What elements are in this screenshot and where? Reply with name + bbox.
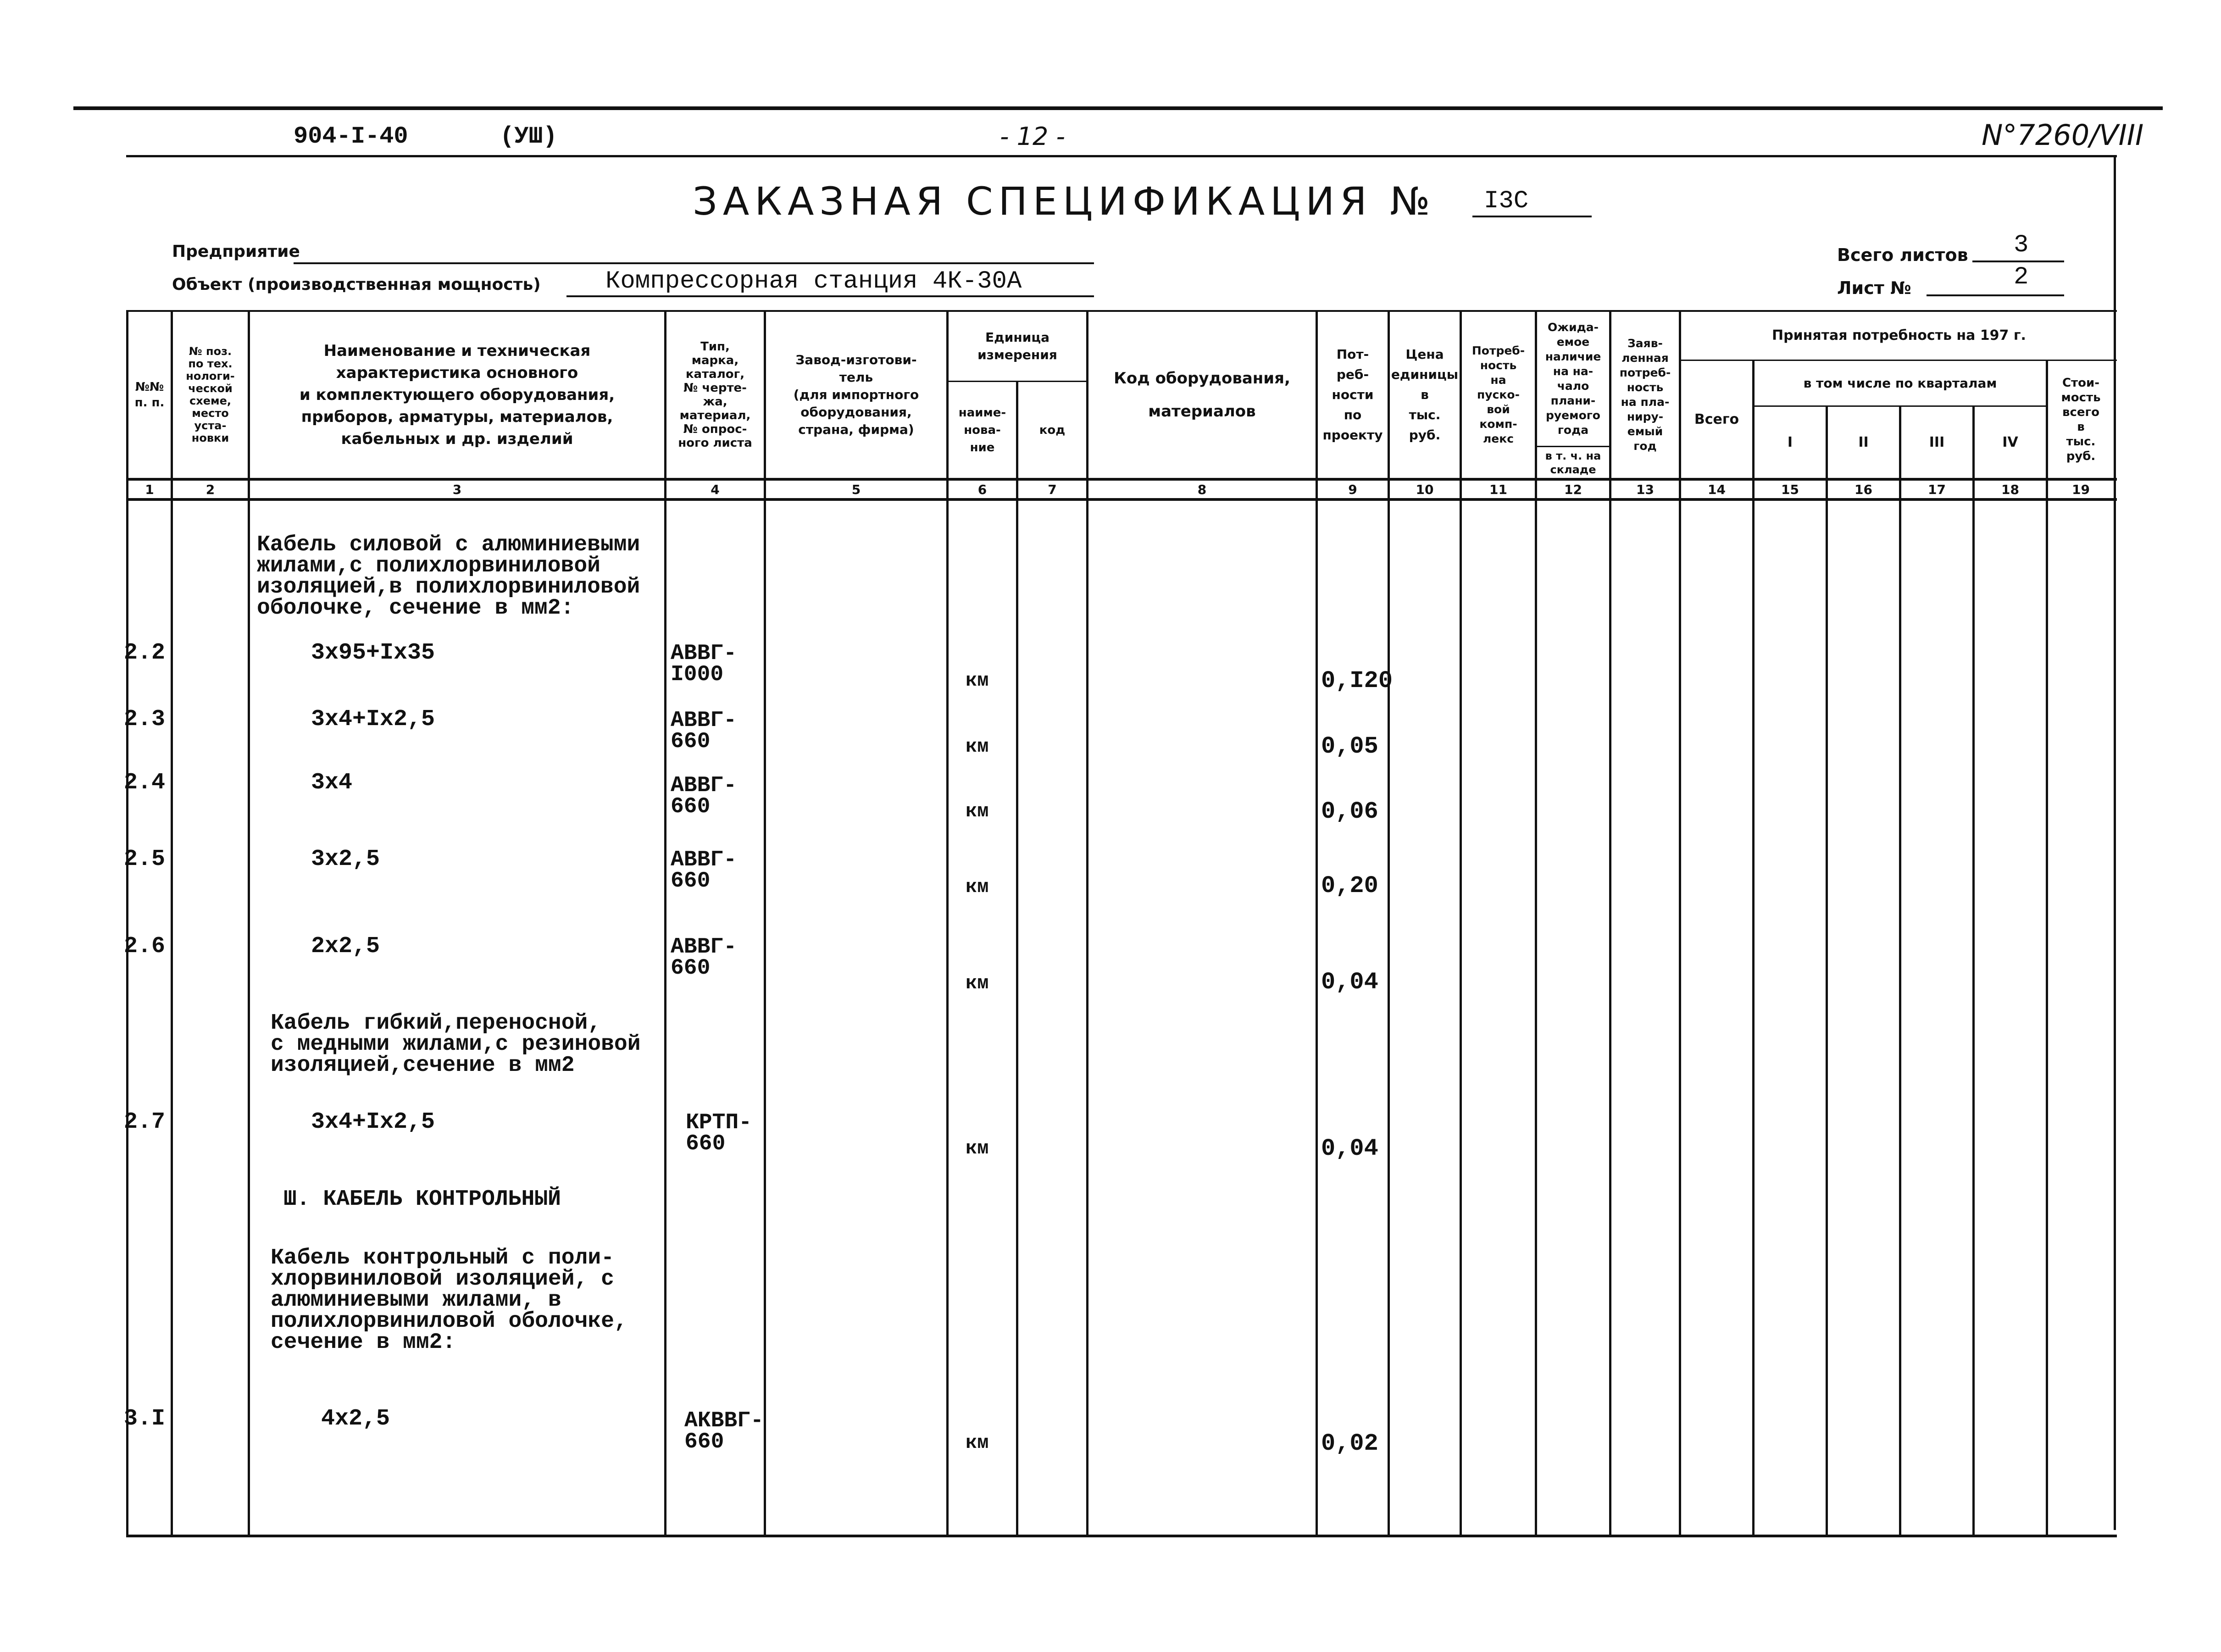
colnum-2: 2 [205, 482, 215, 497]
spec-number-line [1472, 216, 1592, 217]
row-name: 3x4 [311, 770, 353, 796]
colnum-4: 4 [711, 482, 720, 497]
colnum-3: 3 [452, 482, 462, 497]
sheet-line [1927, 294, 2064, 296]
row-qty: 0,05 [1321, 733, 1378, 760]
row-name: 4x2,5 [321, 1406, 390, 1432]
row-type: АКВВГ- 660 [684, 1408, 764, 1454]
col-line-14 [1752, 360, 1755, 1537]
row-pos: 2.7 [124, 1109, 166, 1135]
total-sheets-line [1972, 261, 2064, 262]
doc-code: 904-I-40 [294, 123, 408, 150]
doc-section: (УШ) [500, 123, 557, 150]
row-pos: 2.2 [124, 640, 166, 666]
object-label: Объект (производственная мощность) [172, 275, 541, 294]
row-unit: км [966, 736, 989, 758]
row-type: АВВГ- 660 [671, 935, 737, 981]
section-description-control: Кабель контрольный с поли- хлорвиниловой изоляцией, с алюминиевыми жилами, в полихлорвиниловой оболочке, сечение в мм2: [271, 1246, 627, 1355]
row-pos: 3.I [124, 1406, 166, 1432]
colnum-9: 9 [1348, 482, 1357, 497]
colnum-17: 17 [1928, 482, 1946, 497]
row-type: АВВГ- I000 [671, 641, 737, 687]
header-quarters-group: в том числе по кварталам [1803, 376, 1997, 391]
header-unit-price: Цена единицы в тыс. руб. [1391, 347, 1459, 443]
row-pos: 2.3 [124, 706, 166, 732]
col-line-18 [2046, 360, 2048, 1537]
header-unit-group: Единица измерения [977, 330, 1057, 362]
row-qty: 0,04 [1321, 1135, 1378, 1162]
sheet-value: 2 [2014, 263, 2029, 291]
col-line-6 [1016, 381, 1018, 1537]
colnum-bottom-line [126, 498, 2117, 501]
row-unit: км [966, 1432, 989, 1454]
accepted-group-line [1679, 360, 2117, 361]
header-expected-stock: Ожида- емое наличие на на- чало плани- руемого года [1545, 321, 1601, 437]
header-name: Наименование и техническая характеристика основного и комплектующего оборудования, приборов, арматуры, материалов, кабельных и др. изделий [299, 342, 615, 448]
row-name: 2x2,5 [311, 933, 380, 959]
row-type: АВВГ- 660 [671, 773, 737, 819]
colnum-15: 15 [1781, 482, 1799, 497]
colnum-6: 6 [977, 482, 987, 497]
colnum-8: 8 [1197, 482, 1207, 497]
top-rule [73, 106, 2163, 110]
colnum-13: 13 [1636, 482, 1654, 497]
col-line-15 [1826, 405, 1828, 1537]
row-qty: 0,04 [1321, 969, 1378, 996]
row-pos: 2.6 [124, 933, 166, 959]
table-bottom-line [126, 1535, 2117, 1537]
header-cost-total: Стои- мость всего в тыс. руб. [2061, 376, 2101, 463]
header-quarter-4: IV [2002, 434, 2018, 450]
row-name: 3x4+Ix2,5 [311, 1109, 435, 1135]
row-unit: км [966, 800, 989, 822]
colnum-12: 12 [1564, 482, 1582, 497]
row-pos: 2.5 [124, 846, 166, 872]
row-type: КРТП- 660 [686, 1110, 752, 1156]
colnum-11: 11 [1489, 482, 1507, 497]
row-unit: км [966, 1137, 989, 1159]
header-quarter-3: III [1929, 434, 1945, 450]
header-project-need: Пот- реб- ности по проекту [1322, 347, 1383, 443]
enterprise-label: Предприятие [172, 242, 300, 261]
page-number: - 12 - [1000, 122, 1066, 151]
header-quarter-1: I [1787, 434, 1793, 450]
colnum-18: 18 [2001, 482, 2019, 497]
row-qty: 0,06 [1321, 798, 1378, 825]
header-manufacturer: Завод-изготови- тель (для импортного оборудования, страна, фирма) [793, 352, 919, 437]
header-underline [126, 155, 2117, 157]
colnum-19: 19 [2072, 482, 2090, 497]
total-sheets-label: Всего листов [1837, 245, 1968, 265]
object-line [566, 295, 1094, 297]
header-equipment-code: Код оборудования, материалов [1114, 369, 1290, 421]
object-value: Компрессорная станция 4К-30А [605, 267, 1022, 295]
header-total: Всего [1694, 411, 1739, 427]
enterprise-line [294, 262, 1094, 264]
spec-number: I3C [1484, 187, 1529, 215]
colnum-16: 16 [1855, 482, 1872, 497]
col-line-17 [1972, 405, 1975, 1537]
row-type: АВВГ- 660 [671, 848, 737, 893]
colnum-14: 14 [1708, 482, 1726, 497]
row-name: 3x95+Ix35 [311, 640, 435, 666]
header-startup-need: Потреб- ность на пуско- вой комп- лекс [1471, 344, 1525, 445]
row-type: АВВГ- 660 [671, 708, 737, 754]
row-pos: 2.4 [124, 770, 166, 796]
header-in-warehouse: в т. ч. на складе [1545, 449, 1601, 476]
header-accepted-group: Принятая потребность на 197 г. [1772, 327, 2026, 344]
header-unit-name: наиме- нова- ние [958, 406, 1006, 455]
header-quarter-2: II [1858, 434, 1869, 450]
row-unit: км [966, 876, 989, 898]
colnum-1: 1 [145, 482, 154, 497]
row-qty: 0,02 [1321, 1430, 1378, 1457]
header-position: № поз. по тех. нологи- ческой схеме, место уста- новки [186, 345, 235, 444]
archive-number: N°7260/VIII [1982, 118, 2144, 152]
section-description-power: Кабель силовой с алюминиевыми жилами,с полихлорвиниловой изоляцией,в полихлорвиниловой оболочке, сечение в мм2: [257, 532, 640, 621]
sheet-label: Лист № [1837, 278, 1911, 298]
colnum-7: 7 [1048, 482, 1057, 497]
row-qty: 0,I20 [1321, 667, 1393, 694]
section-description-flexible: Кабель гибкий,переносной, с медными жилами,с резиновой изоляцией,сечение в мм2 [271, 1011, 641, 1078]
total-sheets-value: 3 [2014, 231, 2029, 259]
title-label: ЗАКАЗНАЯ СПЕЦИФИКАЦИЯ № [693, 179, 1436, 224]
row-unit: км [966, 972, 989, 994]
header-row-number: №№ п. п. [134, 380, 165, 410]
col-line-16 [1899, 405, 1901, 1537]
row-name: 3x4+Ix2,5 [311, 706, 435, 732]
header-declared-need: Заяв- ленная потреб- ность на пла- ниру- емый год [1619, 337, 1671, 453]
colnum-5: 5 [851, 482, 861, 497]
header-type: Тип, марка, каталог, № черте- жа, материал, № опрос- ного листа [678, 340, 752, 450]
form-right-border [2114, 155, 2116, 1530]
colnum-10: 10 [1416, 482, 1434, 497]
row-name: 3x2,5 [311, 846, 380, 872]
header-unit-code: код [1039, 423, 1066, 437]
page-title [693, 179, 1436, 224]
row-unit: км [966, 670, 989, 692]
section-heading-control: Ш. КАБЕЛЬ КОНТРОЛЬНЫЙ [283, 1187, 561, 1212]
row-qty: 0,20 [1321, 872, 1378, 899]
